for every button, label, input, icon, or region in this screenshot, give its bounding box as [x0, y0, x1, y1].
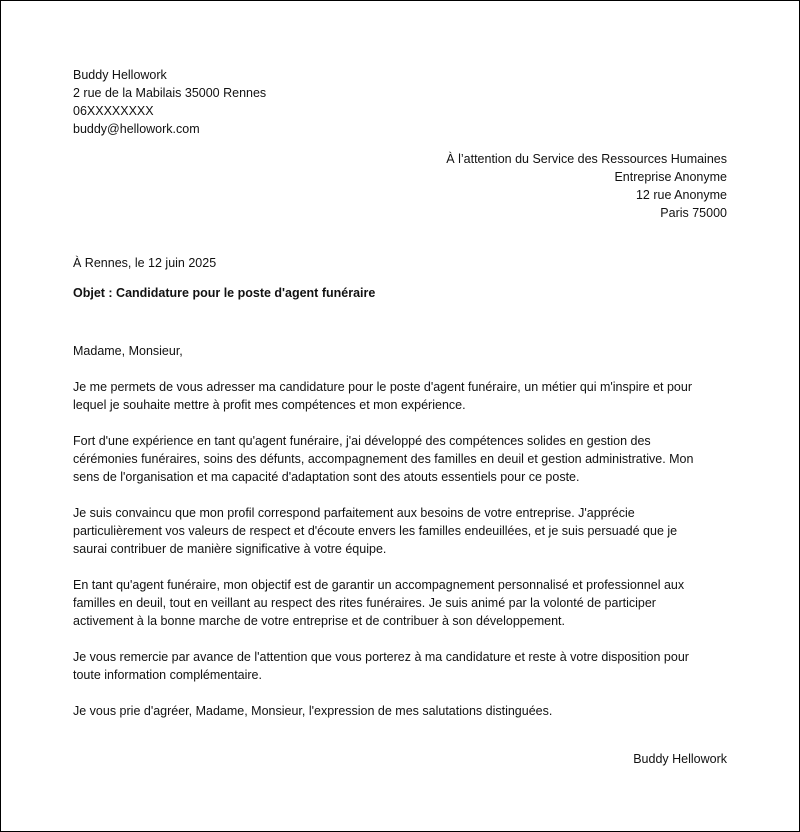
body-paragraph: Fort d'une expérience en tant qu'agent funéraire, j'ai développé des compétences solides en gestion des cérémonies funéraires, soins des défunts, accompagnement des familles en deuil et gestion administrative. Mon sens de l'organisation et ma capacité d'adaptation sont des atouts essentiels pour ce poste. [73, 434, 694, 484]
signature: Buddy Hellowork [633, 752, 727, 766]
recipient-block [446, 150, 727, 222]
letter-subject: Objet : Candidature pour le poste d'agent funéraire [73, 286, 376, 300]
letter-date: À Rennes, le 12 juin 2025 [73, 256, 217, 270]
recipient-street: 12 rue Anonyme [635, 188, 727, 202]
sender-block [73, 66, 266, 138]
recipient-attention: À l’attention du Service des Ressources Humaines [446, 152, 727, 166]
letter-body [73, 342, 713, 738]
recipient-company: Entreprise Anonyme [614, 170, 727, 184]
sender-name: Buddy Hellowork [73, 68, 167, 82]
body-paragraph: Je vous remercie par avance de l'attention que vous porterez à ma candidature et reste à votre disposition pour toute information complémentaire. [73, 650, 689, 682]
sender-address: 2 rue de la Mabilais 35000 Rennes [73, 86, 267, 100]
body-paragraph: Je suis convaincu que mon profil correspond parfaitement aux besoins de votre entreprise. J'apprécie particulièrement vos valeurs de respect et d'écoute envers les familles endeuillées, et je suis persuadé que je saurai contribuer de manière significative à votre équipe. [73, 506, 678, 556]
salutation: Madame, Monsieur, [73, 344, 183, 358]
recipient-city: Paris 75000 [660, 206, 727, 220]
body-paragraph: Je me permets de vous adresser ma candidature pour le poste d'agent funéraire, un métier qui m'inspire et pour lequel je souhaite mettre à profit mes compétences et mon expérience. [73, 380, 692, 412]
sender-email: buddy@hellowork.com [73, 122, 200, 136]
body-paragraph: En tant qu'agent funéraire, mon objectif est de garantir un accompagnement personnalisé et professionnel aux familles en deuil, tout en veillant au respect des rites funéraires. Je suis animé par la volonté de participer activement à la bonne marche de votre entreprise et de contribuer à son développement. [73, 578, 685, 628]
sender-phone: 06XXXXXXXX [73, 104, 154, 118]
closing-formula: Je vous prie d'agréer, Madame, Monsieur, l'expression de mes salutations distinguées. [73, 704, 553, 718]
